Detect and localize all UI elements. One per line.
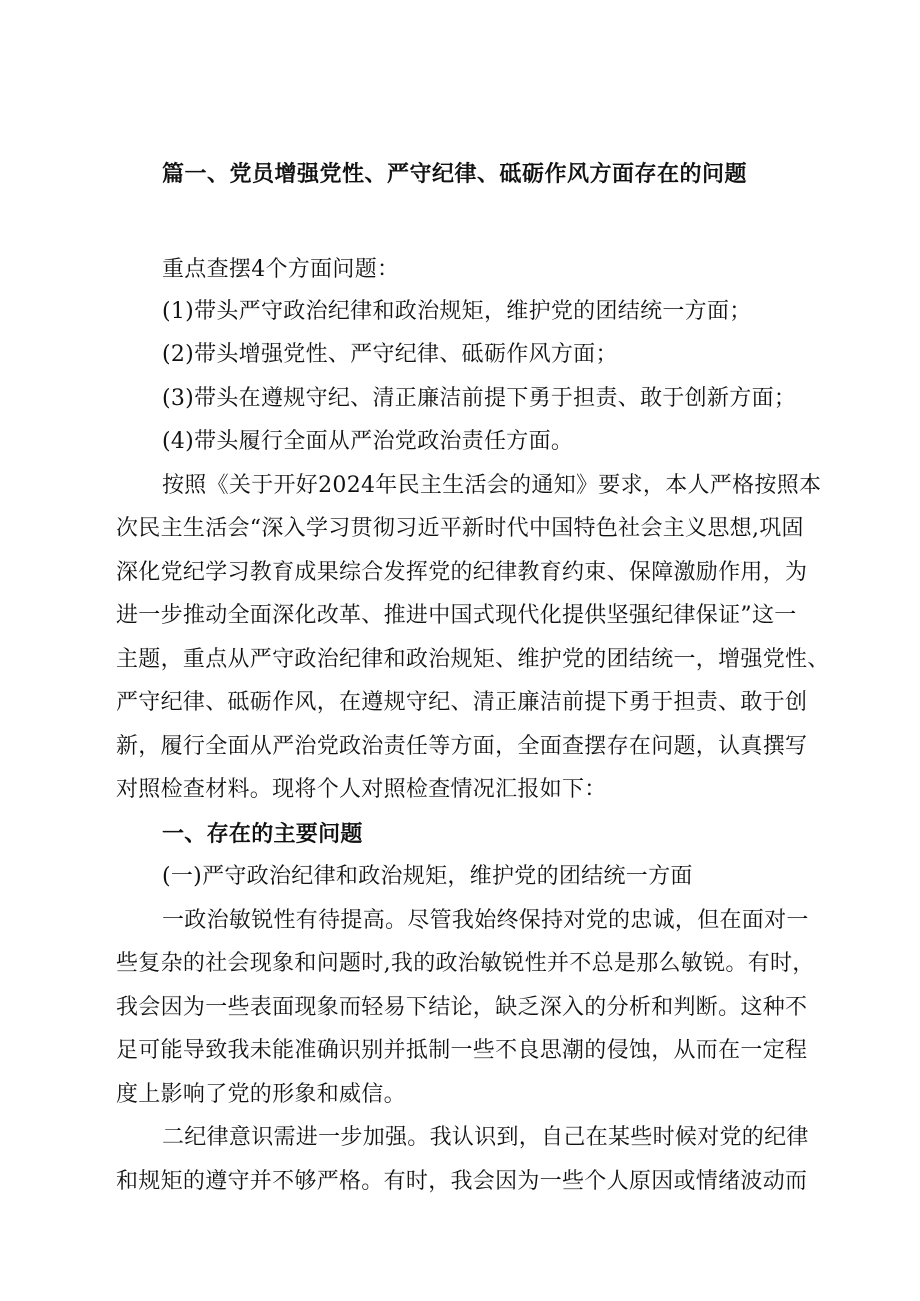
point-1: (1)带头严守政治纪律和政治规矩，维护党的团结统一方面； <box>162 299 752 324</box>
intro-line: 重点查摆4个方面问题： <box>162 257 400 282</box>
paragraph-line: 我会因为一些表面现象而轻易下结论，缺乏深入的分析和判断。这种不 <box>116 995 808 1020</box>
subsection-heading: (一)严守政治纪律和政治规矩，维护党的团结统一方面 <box>162 864 693 889</box>
document-title: 篇一、党员增强党性、严守纪律、砥砺作风方面存在的问题 <box>162 161 748 187</box>
paragraph-line: 二纪律意识需进一步加强。我认识到，自己在某些时候对党的纪律 <box>162 1125 809 1150</box>
point-4: (4)带头履行全面从严治党政治责任方面。 <box>162 429 574 454</box>
section-heading: 一、存在的主要问题 <box>162 821 363 847</box>
point-2: (2)带头增强党性、严守纪律、砥砺作风方面； <box>162 342 618 367</box>
paragraph-line: 一政治敏锐性有待提高。尽管我始终保持对党的忠诚，但在面对一 <box>162 908 809 933</box>
paragraph-line: 和规矩的遵守并不够严格。有时，我会因为一些个人原因或情绪波动而 <box>116 1169 808 1194</box>
body-line: 次民主生活会“深入学习贯彻习近平新时代中国特色社会主义思想,巩固 <box>116 516 804 541</box>
paragraph-line: 度上影响了党的形象和威信。 <box>116 1082 406 1107</box>
body-line: 进一步推动全面深化改革、推进中国式现代化提供坚强纪律保证”这一 <box>116 603 797 628</box>
body-line: 对照检查材料。现将个人对照检查情况汇报如下： <box>116 777 607 802</box>
body-line: 按照《关于开好2024年民主生活会的通知》要求，本人严格按照本 <box>162 473 822 498</box>
body-line: 严守纪律、砥砺作风，在遵规守纪、清正廉洁前提下勇于担责、敢于创 <box>116 690 808 715</box>
body-line: 主题，重点从严守政治纪律和政治规矩、维护党的团结统一，增强党性、 <box>116 647 830 672</box>
paragraph-line: 足可能导致我未能准确识别并抵制一些不良思潮的侵蚀，从而在一定程 <box>116 1038 808 1063</box>
body-line: 深化党纪学习教育成果综合发挥党的纪律教育约束、保障激励作用，为 <box>116 560 808 585</box>
paragraph-line: 些复杂的社会现象和问题时,我的政治敏锐性并不总是那么敏锐。有时， <box>116 951 815 976</box>
point-3: (3)带头在遵规守纪、清正廉洁前提下勇于担责、敢于创新方面； <box>162 386 797 411</box>
body-line: 新，履行全面从严治党政治责任等方面，全面查摆存在问题，认真撰写 <box>116 734 808 759</box>
